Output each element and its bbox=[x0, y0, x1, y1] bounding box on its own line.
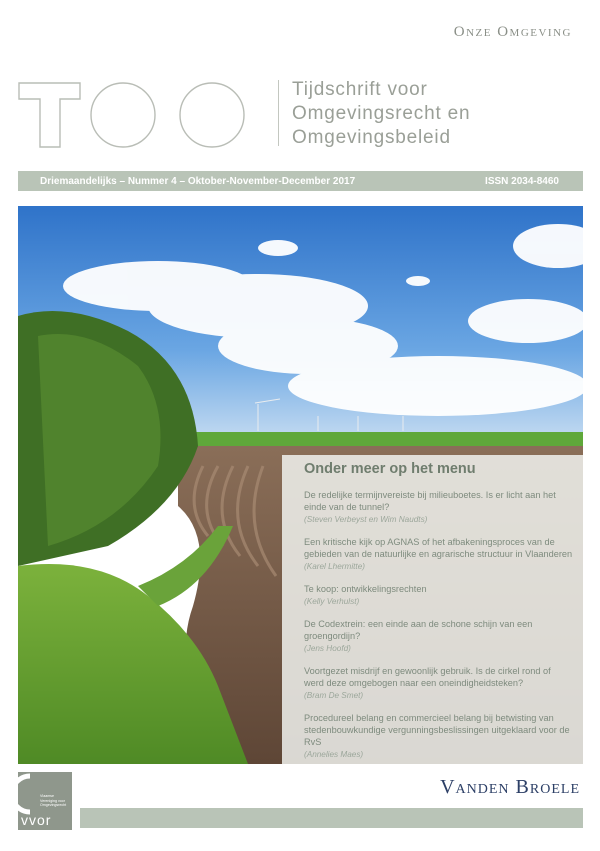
menu-item bbox=[304, 489, 573, 525]
menu-item bbox=[304, 665, 573, 701]
menu-heading: Onder meer op het menu bbox=[304, 461, 476, 477]
menu-item bbox=[304, 583, 573, 607]
article-title: De redelijke termijnvereiste bij milieuboetes. Is er licht aan het einde van de tunnel? bbox=[304, 490, 556, 512]
article-author: (Kelly Verhulst) bbox=[304, 597, 360, 606]
article-author: (Jens Hoofd) bbox=[304, 644, 351, 653]
article-author: (Annelies Maes) bbox=[304, 750, 364, 759]
menu-item bbox=[304, 618, 573, 654]
journal-title-line: Omgevingsrecht en bbox=[292, 103, 471, 124]
info-bar bbox=[18, 171, 583, 191]
article-author: (Steven Verbeyst en Wim Naudts) bbox=[304, 515, 428, 524]
article-title: De Codextrein: een einde aan de schone schijn van een groengordijn? bbox=[304, 619, 533, 641]
article-title: Procedureel belang en commercieel belang bij betwisting van stedenbouwkundige vergunningsbeslissingen uitgeklaard voor de RvS bbox=[304, 713, 570, 747]
too-logo bbox=[18, 82, 254, 148]
journal-title-line: Omgevingsbeleid bbox=[292, 127, 451, 148]
issue-info: Driemaandelijks – Nummer 4 – Oktober-November-December 2017 bbox=[40, 175, 356, 187]
publisher-logo: Vanden Broele bbox=[440, 776, 580, 798]
menu-item bbox=[304, 712, 573, 760]
logo-divider bbox=[278, 80, 279, 146]
menu-panel bbox=[282, 455, 583, 764]
bottom-bar bbox=[80, 808, 583, 828]
journal-title bbox=[292, 78, 470, 150]
vvor-text-line: Vlaamse bbox=[40, 794, 54, 798]
vvor-text-line: Omgevingsrecht bbox=[40, 803, 67, 807]
article-title: Voortgezet misdrijf en gewoonlijk gebruik. Is de cirkel rond of werd deze omgebogen naar een oneindigheidsteken? bbox=[304, 666, 551, 688]
article-title: Te koop: ontwikkelingsrechten bbox=[304, 584, 427, 594]
series-name: Onze Omgeving bbox=[453, 24, 572, 40]
article-author: (Bram De Smet) bbox=[304, 691, 364, 700]
issn: ISSN 2034-8460 bbox=[485, 175, 559, 187]
vvor-word: vvor bbox=[21, 812, 52, 828]
article-title: Een kritische kijk op AGNAS of het afbakeningsproces van de gebieden van de natuurlijke en agrarische structuur in Vlaanderen bbox=[304, 537, 573, 559]
menu-item bbox=[304, 536, 573, 572]
vvor-text-line: Vereniging voor bbox=[40, 798, 65, 803]
journal-title-line: Tijdschrift voor bbox=[292, 79, 428, 100]
vvor-logo bbox=[18, 772, 72, 830]
article-author: (Karel Lhermitte) bbox=[304, 562, 365, 571]
